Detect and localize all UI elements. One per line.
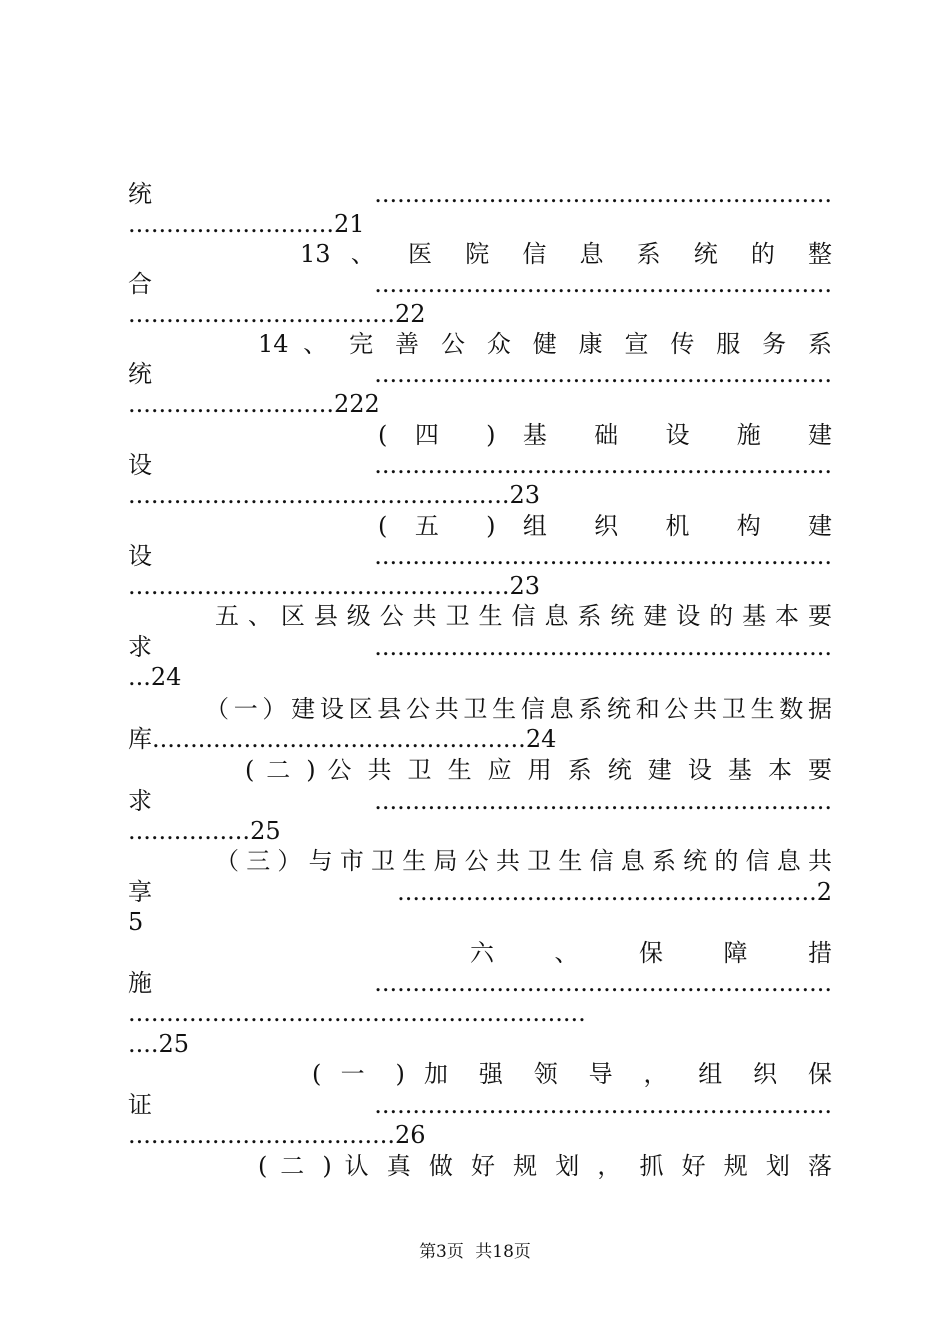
toc-line: （三）与市卫生局公共卫生信息系统的信息共: [215, 847, 832, 875]
toc-line: ( 五 ) 组 织 机 构 建: [378, 512, 832, 540]
toc-line: ...................................26: [128, 1121, 426, 1149]
toc-line: ..................................................23: [128, 481, 540, 509]
page-footer: [0, 1240, 950, 1264]
toc-line: 施............................................................: [128, 969, 832, 997]
toc-line: 13 、 医 院 信 息 系 统 的 整: [300, 240, 832, 268]
toc-line: ...........................21: [128, 210, 365, 238]
toc-line: ( 二 ) 公 共 卫 生 应 用 系 统 建 设 基 本 要: [245, 756, 832, 784]
toc-line: 五 、 区 县 级 公 共 卫 生 信 息 系 统 建 设 的 基 本 要: [215, 602, 832, 630]
toc-line: ................25: [128, 817, 281, 845]
toc-line: ............................................................: [128, 999, 586, 1027]
toc-line: ...........................222: [128, 390, 380, 418]
toc-line: ..................................................23: [128, 572, 540, 600]
page-number: 第3页: [419, 1242, 464, 1262]
page-total: 共18页: [475, 1242, 531, 1262]
toc-line: 享.......................................................2: [128, 878, 832, 906]
toc-line: ...24: [128, 663, 182, 691]
toc-line: ( 二 ) 认 真 做 好 规 划 ， 抓 好 规 划 落: [258, 1152, 832, 1180]
toc-line: 证............................................................: [128, 1091, 832, 1119]
toc-line: ( 四 ) 基 础 设 施 建: [378, 421, 832, 449]
toc-line: 库.................................................24: [128, 725, 557, 753]
toc-line: 5: [128, 908, 144, 936]
toc-line: ...................................22: [128, 300, 426, 328]
toc-line: 求............................................................: [128, 633, 832, 661]
toc-line: 设............................................................: [128, 451, 832, 479]
toc-line: 14 、 完 善 公 众 健 康 宣 传 服 务 系: [258, 330, 832, 358]
toc-line: ( 一 ) 加 强 领 导 ， 组 织 保: [312, 1060, 832, 1088]
toc-line: 统............................................................: [128, 360, 832, 388]
toc-line: 六 、 保 障 措: [470, 939, 832, 967]
toc-line: 合............................................................: [128, 270, 832, 298]
toc-line: ....25: [128, 1030, 190, 1058]
toc-line: 统............................................................: [128, 180, 832, 208]
toc-line: （一）建设区县公共卫生信息系统和公共卫生数据: [205, 695, 832, 723]
toc-line: 求............................................................: [128, 787, 832, 815]
toc-line: 设............................................................: [128, 542, 832, 570]
